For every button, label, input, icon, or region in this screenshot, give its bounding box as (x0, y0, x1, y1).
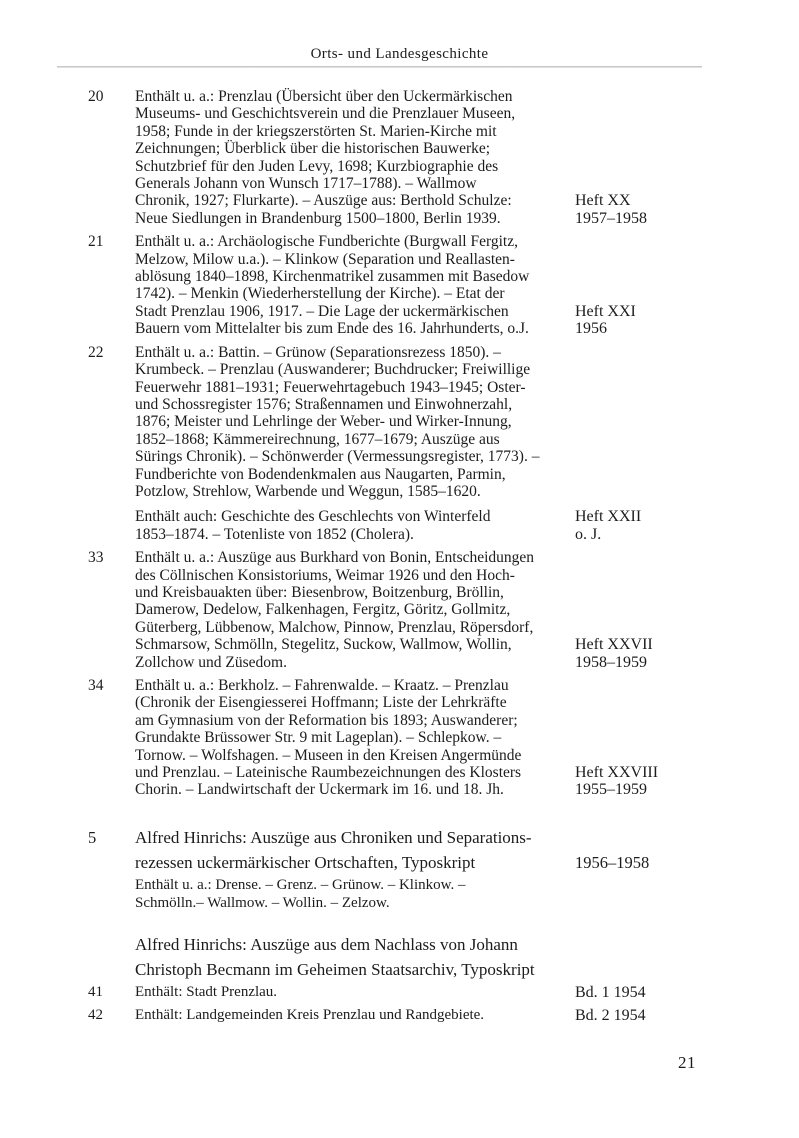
catalog-entry-20 (88, 88, 708, 227)
entry-reference (575, 303, 708, 338)
header-rule (57, 66, 702, 68)
text-line: (Chronik der Eisengiesserei Hoffmann; Liste der Lehrkräfte (135, 694, 507, 712)
text-line: Schutzbrief für den Juden Levy, 1698; Kurzbiographie des (135, 157, 499, 175)
section-heading-row (88, 825, 708, 875)
text-line: Enthält u. a.: Drense. – Grenz. – Grünow. – Klinkow. – (135, 876, 466, 893)
text-line: Zollchow und Züsedom. (135, 653, 287, 671)
text-line: 1852–1868; Kämmereirechnung, 1677–1679; Auszüge aus (135, 430, 500, 448)
text-line: Alfred Hinrichs: Auszüge aus dem Nachlass von Johann (135, 934, 518, 954)
entry-number-spacer (88, 932, 135, 982)
typoskript-section-chroniken (88, 825, 708, 912)
entry-number-spacer (88, 875, 135, 912)
entry-number: 5 (88, 827, 97, 847)
section-title (135, 825, 567, 875)
text-line: Sürings Chronik). – Schönwerder (Vermessungsregister, 1773). – (135, 448, 540, 466)
text-line: Enthält u. a.: Battin. – Grünow (Separationsrezess 1850). – (135, 343, 501, 361)
text-line: Enthält u. a.: Archäologische Fundberichte (Burgwall Fergitz, (135, 233, 518, 251)
text-line: o. J. (575, 525, 602, 543)
text-line: Heft XXII (575, 508, 642, 526)
text-line: Heft XXVIII (575, 764, 659, 782)
text-line: und Kreisbauakten über: Biesenbrow, Boitzenburg, Bröllin, (135, 583, 504, 601)
text-line: Krumbeck. – Prenzlau (Auswanderer; Buchdrucker; Freiwillige (135, 361, 531, 379)
text-line: Generals Johann von Wunsch 1717–1788). – Wallmow (135, 175, 477, 193)
entry-description (135, 677, 567, 799)
entry-number: 22 (88, 343, 104, 361)
text-line: Schmölln.– Wallmow. – Wollin. – Zelzow. (135, 894, 390, 911)
text-line: 1958; Funde in der kriegszerstörten St. Marien-Kirche mit (135, 122, 497, 140)
text-line: Neue Siedlungen in Brandenburg 1500–1800, Berlin 1939. (135, 209, 501, 227)
entry-number: 20 (88, 88, 104, 105)
text-line: 1958–1959 (575, 653, 647, 671)
entry-number: 42 (88, 1007, 103, 1024)
entry-description (135, 88, 567, 227)
text-line: Bauern vom Mittelalter bis zum Ende des 16. Jahrhunderts, o.J. (135, 320, 529, 338)
text-line: Heft XXVII (575, 636, 653, 654)
text-line: Heft XXI (575, 302, 636, 320)
entry-reference (575, 508, 708, 543)
catalog-entry-22 (88, 344, 708, 501)
text-line: 1955–1959 (575, 781, 647, 799)
catalog-entry-34 (88, 677, 708, 799)
page-number: 21 (678, 1053, 696, 1072)
page-content (88, 88, 708, 1025)
text-line: Güterberg, Lübbenow, Malchow, Pinnow, Prenzlau, Röpersdorf, (135, 618, 534, 636)
entry-number (88, 508, 135, 543)
entry-number: 33 (88, 549, 104, 567)
text-line: am Gymnasium von der Reformation bis 1893; Auswanderer; (135, 711, 518, 729)
section-heading-row (88, 932, 708, 982)
text-line: Potzlow, Strehlow, Warbende und Weggun, 1585–1620. (135, 482, 481, 500)
entry-description (135, 1007, 567, 1024)
entry-reference (575, 636, 708, 671)
text-line: Enthält: Landgemeinden Kreis Prenzlau und Randgebiete. (135, 1007, 485, 1024)
text-line: Melzow, Milow u.a.). – Klinkow (Separation und Reallasten- (135, 250, 515, 268)
text-line: Enthält u. a.: Prenzlau (Übersicht über den Uckermärkischen (135, 88, 513, 105)
entry-reference (575, 192, 708, 227)
text-line: und Schossregister 1576; Straßennamen und Einwohnerzahl, (135, 395, 513, 413)
text-line: Enthält u. a.: Berkholz. – Fahrenwalde. – Kraatz. – Prenzlau (135, 677, 509, 694)
entry-description (135, 549, 567, 671)
entry-description (135, 984, 567, 1001)
text-line: 1876; Meister und Lehrlinge der Weber- und Wirker-Innung, (135, 413, 512, 431)
typoskript-section-becmann (88, 932, 708, 982)
text-line: 1957–1958 (575, 209, 647, 227)
text-line: Museums- und Geschichtsverein und die Prenzlauer Museen, (135, 105, 516, 123)
text-line: Heft XX (575, 192, 631, 210)
text-line: 1742). – Menkin (Wiederherstellung der Kirche). – Etat der (135, 285, 505, 303)
entry-reference (575, 764, 708, 799)
text-line: 1956 (575, 320, 607, 338)
entry-description (135, 344, 567, 501)
running-header: Orts- und Landesgeschichte (310, 46, 489, 62)
text-line: Damerow, Dedelow, Falkenhagen, Fergitz, Göritz, Gollmitz, (135, 601, 511, 619)
entry-number: 34 (88, 677, 104, 694)
text-line: Feuerwehr 1881–1931; Feuerwehrtagebuch 1943–1945; Oster- (135, 378, 526, 396)
text-line: ablösung 1840–1898, Kirchenmatrikel zusammen mit Basedow (135, 268, 530, 286)
text-line: Enthält auch: Geschichte des Geschlechts von Winterfeld (135, 508, 491, 526)
catalog-entry-21 (88, 233, 708, 337)
entry-reference: Bd. 2 1954 (575, 1007, 646, 1025)
text-line: Zeichnungen; Überblick über die historischen Bauwerke; (135, 140, 491, 158)
text-line: 1853–1874. – Totenliste von 1852 (Cholera). (135, 525, 414, 543)
text-line: Christoph Becmann im Geheimen Staatsarchiv, Typoskript (135, 959, 535, 979)
text-line: Grundakte Brüssower Str. 9 mit Lageplan). – Schlepkow. – (135, 729, 502, 747)
section-detail (135, 876, 567, 912)
text-line: und Prenzlau. – Lateinische Raumbezeichnungen des Klosters (135, 764, 522, 782)
text-line: Enthält u. a.: Auszüge aus Burkhard von Bonin, Entscheidungen (135, 549, 535, 567)
entry-number: 21 (88, 233, 104, 251)
entry-description (135, 508, 567, 543)
text-line: Chorin. – Landwirtschaft der Uckermark im 16. und 18. Jh. (135, 781, 504, 799)
entry-reference: Bd. 1 1954 (575, 983, 646, 1001)
text-line: Schmarsow, Schmölln, Stegelitz, Suckow, Wallmow, Wollin, (135, 636, 512, 654)
text-line: des Cöllnischen Konsistoriums, Weimar 1926 und den Hoch- (135, 566, 515, 584)
text-line: Alfred Hinrichs: Auszüge aus Chroniken und Separations- (135, 827, 532, 847)
catalog-entry-42 (88, 1007, 708, 1024)
section-detail-row (88, 875, 708, 912)
catalog-entry-33 (88, 549, 708, 671)
text-line: Tornow. – Wolfshagen. – Museen in den Kreisen Angermünde (135, 746, 522, 764)
text-line: rezessen uckermärkischer Ortschaften, Typoskript (135, 852, 476, 872)
text-line: Enthält: Stadt Prenzlau. (135, 983, 278, 1000)
text-line: Chronik, 1927; Flurkarte). – Auszüge aus: Berthold Schulze: (135, 192, 512, 210)
section-date: 1956–1958 (575, 852, 650, 872)
text-line: Stadt Prenzlau 1906, 1917. – Die Lage der uckermärkischen (135, 302, 509, 320)
entry-number: 41 (88, 983, 103, 1000)
section-title (135, 932, 567, 982)
text-line: Fundberichte von Bodendenkmalen aus Naugarten, Parmin, (135, 465, 506, 483)
catalog-entry-41 (88, 984, 708, 1001)
entry-description (135, 233, 567, 337)
catalog-entry-22-addendum (88, 508, 708, 543)
